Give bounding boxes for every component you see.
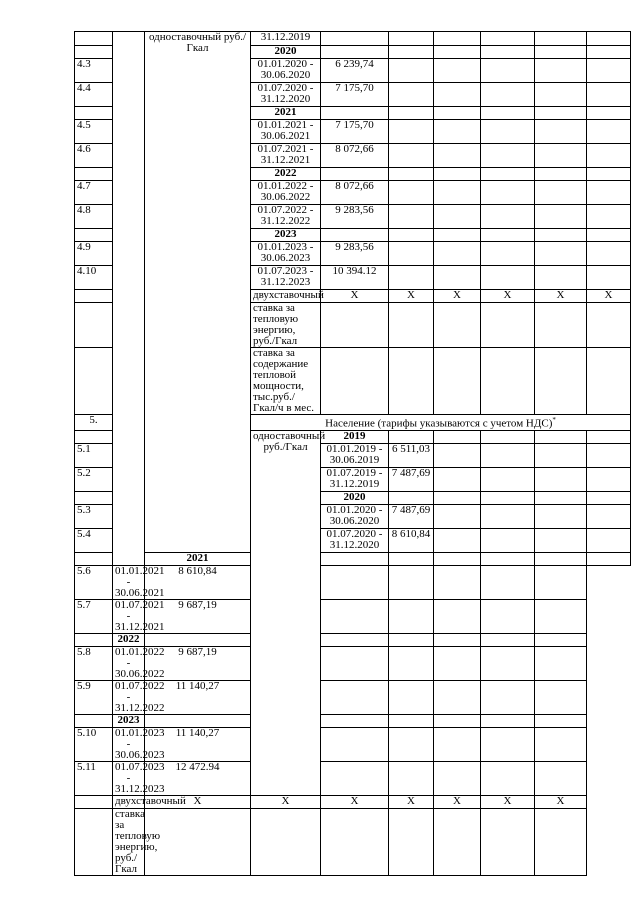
table-row — [75, 633, 631, 646]
x-cell: Х — [535, 290, 587, 303]
table-row — [75, 714, 631, 727]
row-number-cell — [75, 32, 113, 46]
empty-cell — [587, 205, 631, 229]
value-cell: 8 610,84 — [389, 528, 434, 552]
empty-cell — [587, 467, 631, 491]
empty-cell — [481, 430, 535, 443]
empty-cell — [389, 120, 434, 144]
spacer-cell — [113, 32, 145, 566]
empty-cell — [535, 430, 587, 443]
empty-cell — [587, 242, 631, 266]
row-number-cell — [75, 714, 113, 727]
empty-cell — [481, 552, 535, 565]
empty-cell — [434, 504, 481, 528]
empty-cell — [481, 565, 535, 599]
rate-capacity-label: ставка за содержание тепловой мощности, тыс.руб./Гкал/ч в мес. — [251, 348, 321, 415]
empty-cell — [145, 714, 251, 727]
empty-cell — [389, 107, 434, 120]
empty-cell — [481, 242, 535, 266]
empty-cell — [321, 348, 389, 415]
row-number-cell: 5.10 — [75, 727, 113, 761]
row-number-cell — [75, 348, 113, 415]
x-cell: Х — [481, 795, 535, 808]
empty-cell — [481, 120, 535, 144]
row-number-cell: 5.11 — [75, 761, 113, 795]
table-row — [75, 727, 631, 761]
empty-cell — [481, 633, 535, 646]
empty-cell — [434, 680, 481, 714]
empty-cell — [389, 565, 434, 599]
empty-cell — [389, 303, 434, 348]
empty-cell — [587, 120, 631, 144]
year-cell: 2022 — [251, 168, 321, 181]
empty-cell — [434, 242, 481, 266]
empty-cell — [535, 46, 587, 59]
empty-cell — [535, 633, 587, 646]
empty-cell — [535, 107, 587, 120]
empty-cell — [481, 727, 535, 761]
empty-cell — [434, 761, 481, 795]
empty-cell — [481, 443, 535, 467]
empty-cell — [434, 552, 481, 565]
empty-cell — [145, 633, 251, 646]
empty-cell — [434, 491, 481, 504]
empty-cell — [434, 83, 481, 107]
empty-cell — [587, 443, 631, 467]
value-cell: 6 239,74 — [321, 59, 389, 83]
empty-cell — [535, 83, 587, 107]
row-number-cell: 5.4 — [75, 528, 113, 552]
empty-cell — [535, 467, 587, 491]
empty-cell — [481, 348, 535, 415]
empty-cell — [587, 266, 631, 290]
empty-cell — [389, 229, 434, 242]
empty-cell — [321, 714, 389, 727]
empty-cell — [434, 181, 481, 205]
empty-cell — [481, 680, 535, 714]
period-cell: 31.12.2019 — [251, 32, 321, 46]
empty-cell — [587, 46, 631, 59]
period-cell: 01.01.2021 - 30.06.2021 — [251, 120, 321, 144]
value-cell: 8 072,66 — [321, 181, 389, 205]
period-cell: 01.07.2022 - 31.12.2022 — [113, 680, 145, 714]
empty-cell — [434, 727, 481, 761]
year-cell: 2021 — [145, 552, 251, 565]
empty-cell — [389, 83, 434, 107]
period-cell: 01.01.2022 - 30.06.2022 — [251, 181, 321, 205]
empty-cell — [481, 761, 535, 795]
empty-cell — [535, 504, 587, 528]
empty-cell — [587, 181, 631, 205]
unit-cell: одноставочный руб./Гкал — [251, 430, 321, 795]
empty-cell — [587, 107, 631, 120]
x-cell: Х — [587, 290, 631, 303]
empty-cell — [434, 59, 481, 83]
empty-cell — [321, 229, 389, 242]
empty-cell — [535, 714, 587, 727]
x-cell: Х — [321, 795, 389, 808]
empty-cell — [389, 633, 434, 646]
empty-cell — [481, 168, 535, 181]
row-number-cell: 5.9 — [75, 680, 113, 714]
empty-cell — [535, 761, 587, 795]
empty-cell — [434, 528, 481, 552]
two-part-label: двухставочный — [113, 795, 145, 808]
empty-cell — [535, 120, 587, 144]
section-title — [251, 415, 631, 431]
period-cell: 01.07.2021 - 31.12.2021 — [113, 599, 145, 633]
row-number-cell: 4.3 — [75, 59, 113, 83]
empty-cell — [434, 303, 481, 348]
year-cell: 2022 — [113, 633, 145, 646]
empty-cell — [321, 808, 389, 875]
empty-cell — [434, 633, 481, 646]
row-number-cell — [75, 168, 113, 181]
row-number-cell: 4.4 — [75, 83, 113, 107]
empty-cell — [481, 504, 535, 528]
empty-cell — [481, 467, 535, 491]
empty-cell — [535, 565, 587, 599]
rate-energy-label: ставка за тепловую энергию, руб./Гкал — [113, 808, 145, 875]
empty-cell — [481, 83, 535, 107]
empty-cell — [535, 242, 587, 266]
empty-cell — [434, 168, 481, 181]
table-row — [75, 761, 631, 795]
empty-cell — [321, 107, 389, 120]
empty-cell — [535, 727, 587, 761]
x-cell: Х — [321, 290, 389, 303]
section-number: 5. — [75, 415, 113, 431]
empty-cell — [535, 599, 587, 633]
empty-cell — [587, 528, 631, 552]
empty-cell — [389, 808, 434, 875]
row-number-cell — [75, 107, 113, 120]
period-cell: 01.01.2022 - 30.06.2022 — [113, 646, 145, 680]
empty-cell — [389, 168, 434, 181]
period-cell: 01.01.2020 - 30.06.2020 — [251, 59, 321, 83]
table-row — [75, 599, 631, 633]
empty-cell — [389, 266, 434, 290]
empty-cell — [535, 168, 587, 181]
period-cell: 01.01.2021 - 30.06.2021 — [113, 565, 145, 599]
empty-cell — [434, 646, 481, 680]
period-cell: 01.01.2023 - 30.06.2023 — [113, 727, 145, 761]
empty-cell — [434, 599, 481, 633]
row-number-cell: 5.8 — [75, 646, 113, 680]
period-cell: 01.07.2023 - 31.12.2023 — [251, 266, 321, 290]
empty-cell — [481, 303, 535, 348]
table-row — [75, 552, 631, 565]
empty-cell — [434, 565, 481, 599]
x-cell: Х — [434, 795, 481, 808]
empty-cell — [587, 491, 631, 504]
empty-cell — [481, 205, 535, 229]
row-number-cell — [75, 290, 113, 303]
empty-cell — [321, 565, 389, 599]
empty-cell — [389, 761, 434, 795]
table-row — [75, 808, 631, 875]
empty-cell — [587, 348, 631, 415]
empty-cell — [434, 120, 481, 144]
empty-cell — [434, 430, 481, 443]
row-number-cell: 4.7 — [75, 181, 113, 205]
empty-cell — [389, 181, 434, 205]
empty-cell — [535, 443, 587, 467]
rate-energy-label: ставка за тепловую энергию, руб./Гкал — [251, 303, 321, 348]
value-cell: 8 072,66 — [321, 144, 389, 168]
x-cell: Х — [434, 290, 481, 303]
value-cell: 6 511,03 — [389, 443, 434, 467]
section-title-text: Население (тарифы указываются с учетом НДС) — [325, 417, 553, 430]
x-cell: Х — [389, 290, 434, 303]
period-cell: 01.07.2020 - 31.12.2020 — [321, 528, 389, 552]
year-cell: 2023 — [113, 714, 145, 727]
value-cell: 11 140,27 — [145, 680, 251, 714]
empty-cell — [587, 504, 631, 528]
empty-cell — [251, 808, 321, 875]
empty-cell — [321, 303, 389, 348]
table-row — [75, 565, 631, 599]
empty-cell — [434, 205, 481, 229]
row-number-cell: 4.9 — [75, 242, 113, 266]
empty-cell — [587, 430, 631, 443]
empty-cell — [434, 443, 481, 467]
unit-cell: одноставочный руб./Гкал — [145, 32, 251, 553]
empty-cell — [481, 144, 535, 168]
empty-cell — [321, 727, 389, 761]
row-number-cell: 5.2 — [75, 467, 113, 491]
period-cell: 01.07.2019 - 31.12.2019 — [321, 467, 389, 491]
empty-cell — [434, 348, 481, 415]
period-cell: 01.07.2022 - 31.12.2022 — [251, 205, 321, 229]
row-number-cell: 5.6 — [75, 565, 113, 599]
empty-cell — [389, 59, 434, 83]
empty-cell — [389, 242, 434, 266]
x-cell: Х — [535, 795, 587, 808]
value-cell: 9 687,19 — [145, 599, 251, 633]
empty-cell — [389, 552, 434, 565]
empty-cell — [587, 303, 631, 348]
value-cell: 12 472.94 — [145, 761, 251, 795]
empty-cell — [481, 181, 535, 205]
empty-cell — [321, 633, 389, 646]
row-number-cell: 4.8 — [75, 205, 113, 229]
empty-cell — [434, 229, 481, 242]
period-cell: 01.07.2023 - 31.12.2023 — [113, 761, 145, 795]
table-row — [75, 646, 631, 680]
period-cell: 01.01.2019 - 30.06.2019 — [321, 443, 389, 467]
empty-cell — [481, 229, 535, 242]
footnote-mark: * — [552, 416, 556, 424]
empty-cell — [535, 303, 587, 348]
empty-cell — [481, 808, 535, 875]
row-number-cell — [75, 303, 113, 348]
value-cell: 7 175,70 — [321, 83, 389, 107]
value-cell: 9 283,56 — [321, 205, 389, 229]
empty-cell — [321, 599, 389, 633]
year-cell: 2020 — [321, 491, 389, 504]
empty-cell — [587, 168, 631, 181]
empty-cell — [321, 46, 389, 59]
empty-cell — [535, 646, 587, 680]
empty-cell — [481, 646, 535, 680]
empty-cell — [389, 599, 434, 633]
empty-cell — [389, 680, 434, 714]
empty-cell — [434, 808, 481, 875]
empty-cell — [535, 528, 587, 552]
empty-cell — [389, 205, 434, 229]
value-cell: 9 687,19 — [145, 646, 251, 680]
empty-cell — [481, 528, 535, 552]
empty-cell — [389, 144, 434, 168]
row-number-cell: 4.5 — [75, 120, 113, 144]
empty-cell — [481, 491, 535, 504]
table-row — [75, 32, 631, 46]
empty-cell — [535, 144, 587, 168]
empty-cell — [535, 808, 587, 875]
value-cell: 8 610,84 — [145, 565, 251, 599]
year-cell: 2020 — [251, 46, 321, 59]
empty-cell — [434, 467, 481, 491]
empty-cell — [145, 808, 251, 875]
empty-cell — [587, 552, 631, 565]
x-cell: Х — [251, 795, 321, 808]
empty-cell — [434, 714, 481, 727]
row-number-cell — [75, 430, 113, 443]
two-part-label: двухставочный — [251, 290, 321, 303]
empty-cell — [389, 714, 434, 727]
row-number-cell — [75, 491, 113, 504]
tariff-table — [74, 31, 631, 876]
table-row — [75, 680, 631, 714]
empty-cell — [587, 83, 631, 107]
empty-cell — [535, 491, 587, 504]
empty-cell — [481, 599, 535, 633]
row-number-cell: 4.10 — [75, 266, 113, 290]
empty-cell — [321, 680, 389, 714]
x-cell: Х — [481, 290, 535, 303]
empty-cell — [321, 552, 389, 565]
empty-cell — [481, 266, 535, 290]
empty-cell — [535, 229, 587, 242]
empty-cell — [535, 680, 587, 714]
empty-cell — [481, 59, 535, 83]
empty-cell — [321, 761, 389, 795]
table-row — [75, 795, 631, 808]
row-number-cell — [75, 795, 113, 808]
year-cell: 2023 — [251, 229, 321, 242]
period-cell: 01.01.2023 - 30.06.2023 — [251, 242, 321, 266]
x-cell: Х — [145, 795, 251, 808]
empty-cell — [389, 727, 434, 761]
empty-cell — [434, 46, 481, 59]
empty-cell — [535, 59, 587, 83]
empty-cell — [535, 552, 587, 565]
empty-cell — [389, 430, 434, 443]
empty-cell — [535, 181, 587, 205]
value-cell: 9 283,56 — [321, 242, 389, 266]
empty-cell — [389, 46, 434, 59]
empty-cell — [389, 491, 434, 504]
year-cell: 2019 — [321, 430, 389, 443]
empty-cell — [481, 714, 535, 727]
empty-cell — [434, 107, 481, 120]
empty-cell — [587, 59, 631, 83]
value-cell: 7 487,69 — [389, 467, 434, 491]
empty-cell — [321, 168, 389, 181]
empty-cell — [481, 107, 535, 120]
empty-cell — [535, 205, 587, 229]
row-number-cell: 5.3 — [75, 504, 113, 528]
row-number-cell: 5.7 — [75, 599, 113, 633]
row-number-cell — [75, 808, 113, 875]
row-number-cell — [75, 552, 113, 565]
row-number-cell — [75, 633, 113, 646]
empty-cell — [434, 144, 481, 168]
period-cell: 01.01.2020 - 30.06.2020 — [321, 504, 389, 528]
empty-cell — [587, 229, 631, 242]
value-cell — [321, 32, 389, 46]
empty-cell — [481, 46, 535, 59]
row-number-cell — [75, 229, 113, 242]
empty-cell — [587, 144, 631, 168]
year-cell: 2021 — [251, 107, 321, 120]
empty-cell — [389, 646, 434, 680]
empty-cell — [434, 266, 481, 290]
value-cell: 11 140,27 — [145, 727, 251, 761]
value-cell: 7 487,69 — [389, 504, 434, 528]
empty-cell — [321, 646, 389, 680]
x-cell: Х — [389, 795, 434, 808]
row-number-cell: 5.1 — [75, 443, 113, 467]
empty-cell — [389, 348, 434, 415]
empty-cell — [535, 266, 587, 290]
value-cell: 7 175,70 — [321, 120, 389, 144]
row-number-cell: 4.6 — [75, 144, 113, 168]
period-cell: 01.07.2021 - 31.12.2021 — [251, 144, 321, 168]
value-cell: 10 394.12 — [321, 266, 389, 290]
row-number-cell — [75, 46, 113, 59]
empty-cell — [535, 348, 587, 415]
period-cell: 01.07.2020 - 31.12.2020 — [251, 83, 321, 107]
